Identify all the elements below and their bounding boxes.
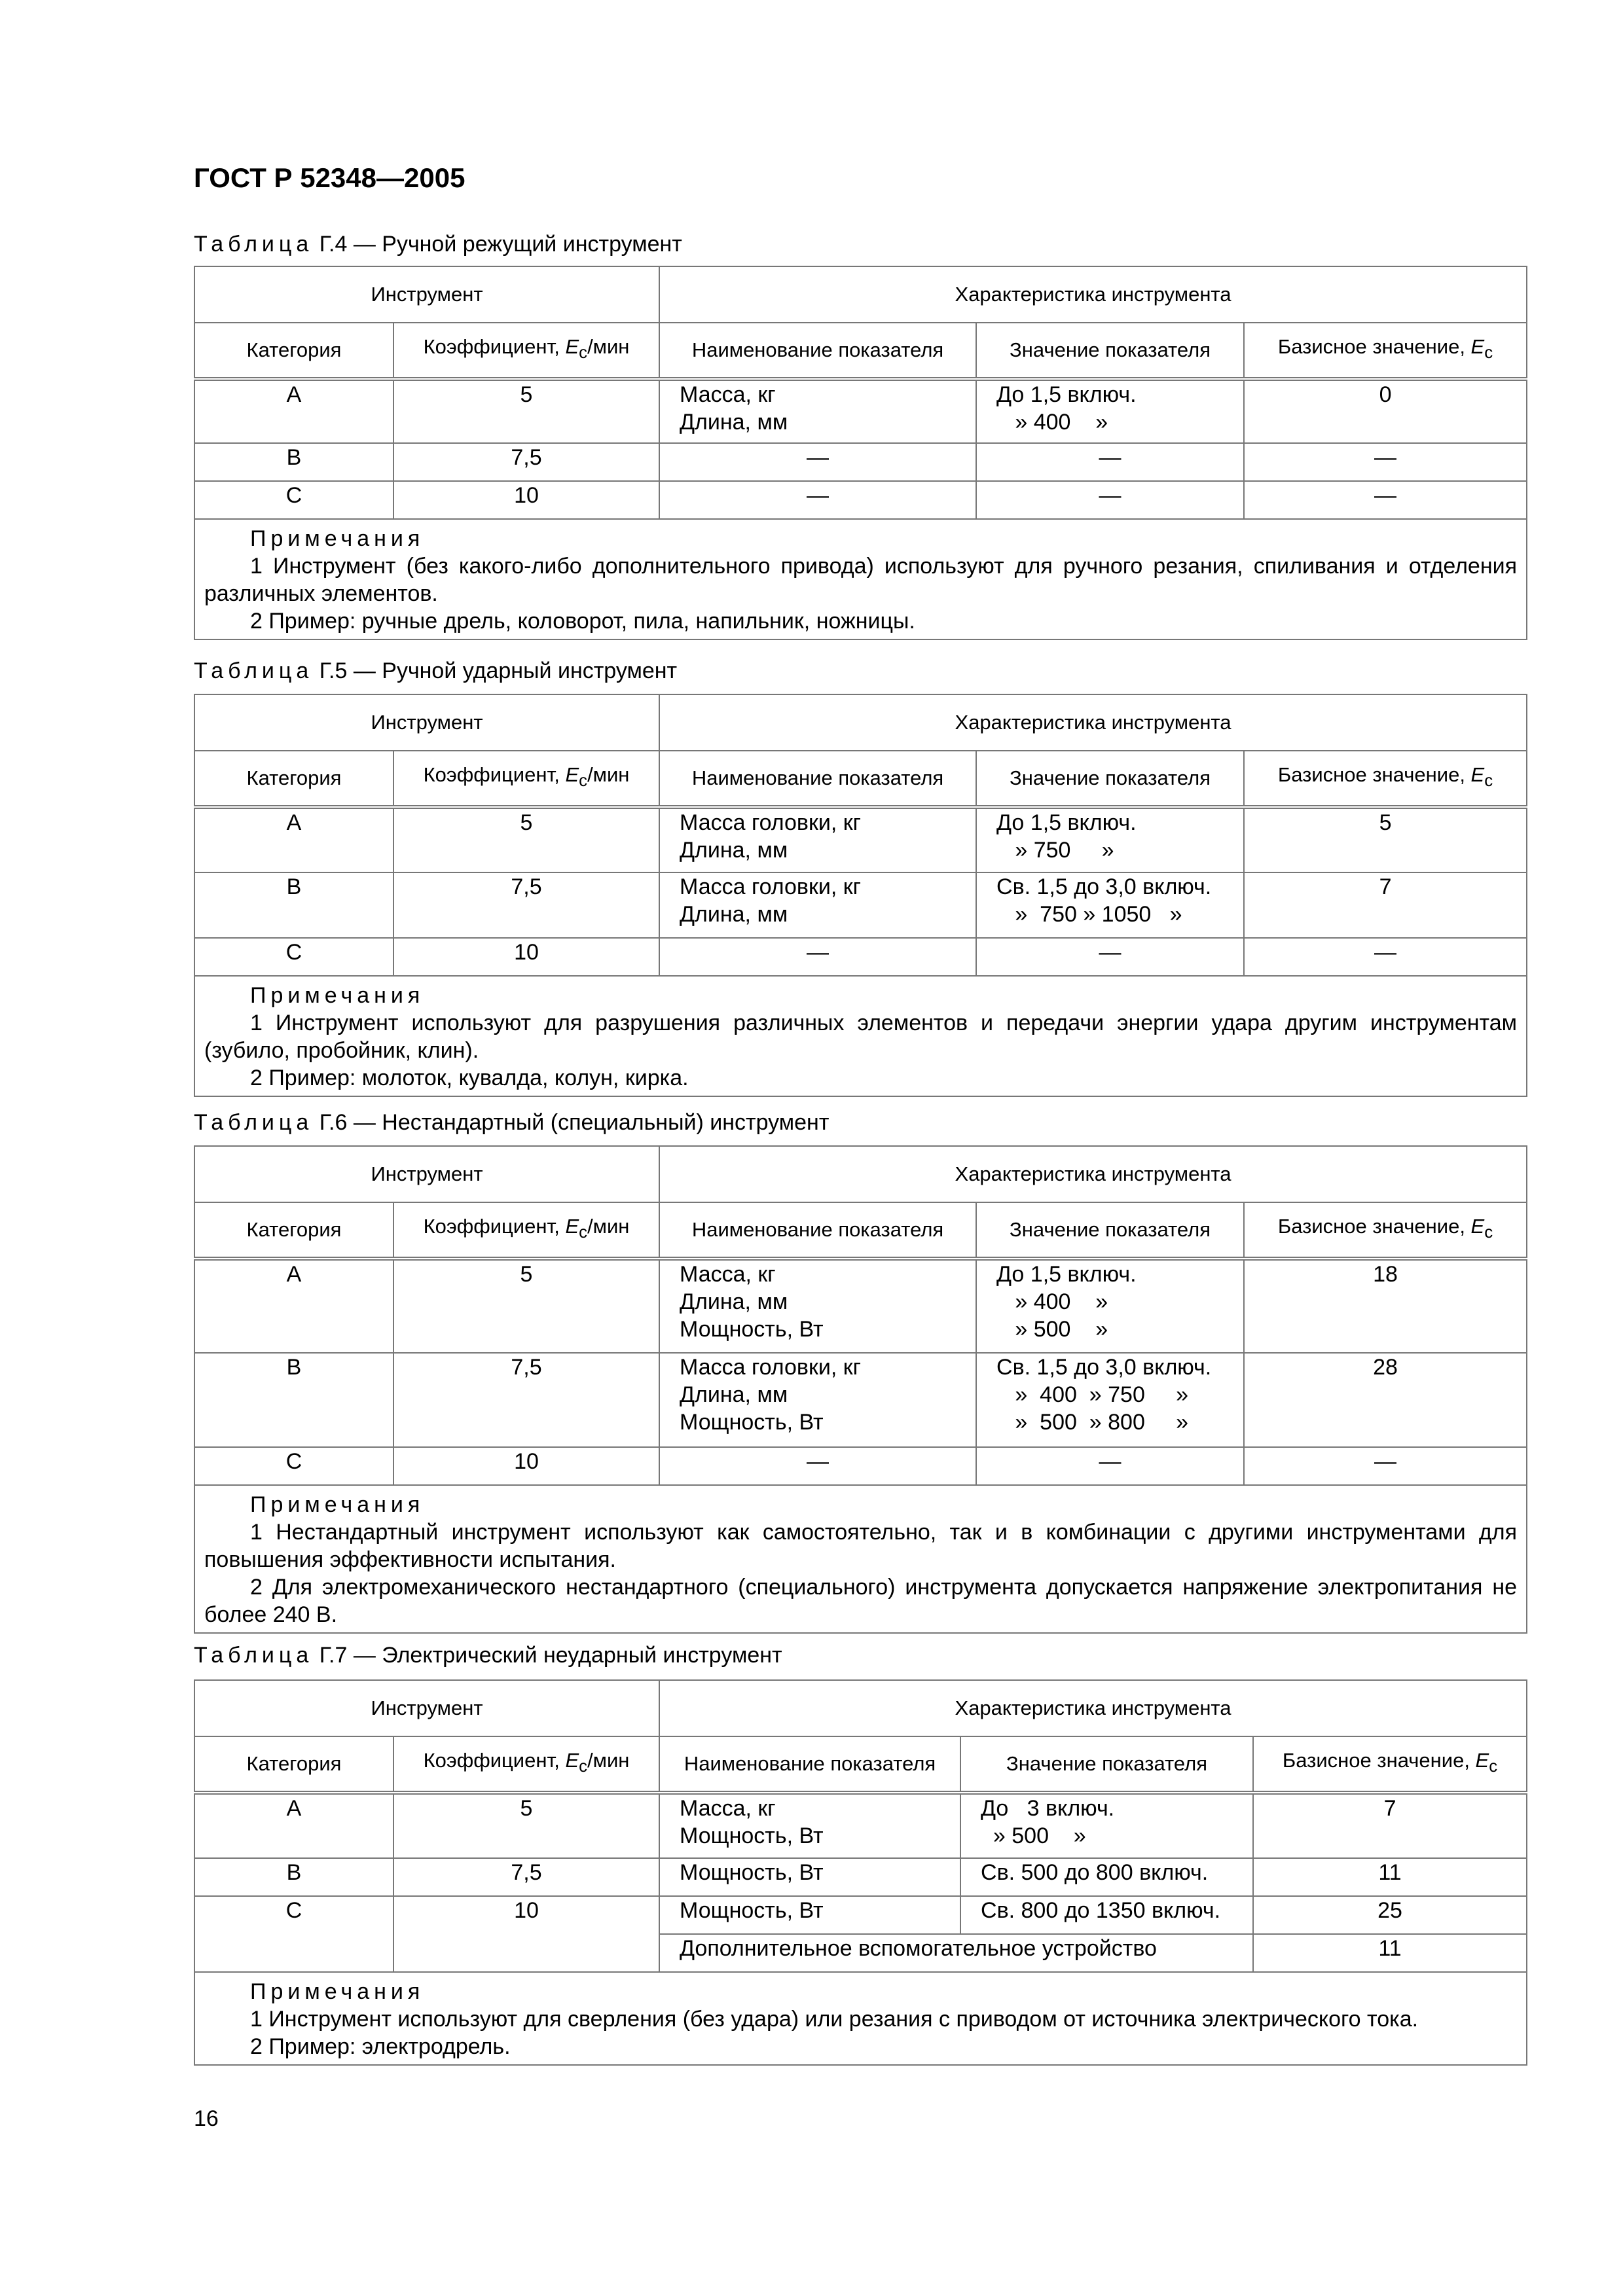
notes-heading: Примечания: [250, 983, 425, 1008]
table-row: [194, 1896, 1527, 1934]
cell-indicator-value: До 1,5 включ. » 400 » » 500 »: [976, 1259, 1244, 1353]
cell-coefficient: 7,5: [393, 872, 659, 938]
cell-indicator-name: —: [659, 443, 976, 481]
header-coefficient: Коэффициент, $E_с$/мин: [393, 1736, 659, 1793]
table-caption: [194, 657, 677, 685]
header-characteristic: Характеристика инструмента: [659, 266, 1527, 323]
cell-coefficient: 5: [393, 379, 659, 443]
cell-indicator-value: —: [976, 443, 1244, 481]
header-indicator-value: Значение показателя: [976, 751, 1244, 807]
header-indicator-name: Наименование показателя: [659, 751, 976, 807]
cell-category: B: [194, 1353, 393, 1447]
cell-base-value: 25: [1253, 1896, 1527, 1934]
cell-base-value: 5: [1244, 807, 1527, 872]
cell-coefficient: 10: [393, 1447, 659, 1485]
cell-indicator-name: Масса головки, кг Длина, мм Мощность, Вт: [659, 1353, 976, 1447]
table-row: [194, 872, 1527, 938]
notes-heading: Примечания: [250, 1979, 425, 2004]
table-caption: [194, 230, 682, 258]
header-characteristic: Характеристика инструмента: [659, 694, 1527, 751]
cell-indicator-name: Мощность, Вт: [659, 1896, 960, 1934]
cell-category: C: [194, 481, 393, 519]
table-notes: [194, 1485, 1527, 1633]
header-instrument: Инструмент: [194, 1680, 659, 1736]
header-indicator-name: Наименование показателя: [659, 323, 976, 379]
table-row: [194, 807, 1527, 872]
cell-base-value: 11: [1253, 1858, 1527, 1896]
header-indicator-value: Значение показателя: [976, 323, 1244, 379]
cell-indicator-value: До 1,5 включ. » 750 »: [976, 807, 1244, 872]
note-text: 2 Для электромеханического нестандартного (специального) инструмента допускается напряжение электропитания не более 240 В.: [204, 1575, 1518, 1627]
header-indicator-name: Наименование показателя: [659, 1202, 976, 1259]
table-title: Г.4 — Ручной режущий инструмент: [313, 232, 682, 257]
header-instrument: Инструмент: [194, 694, 659, 751]
header-base-value: Базисное значение, $E_с$: [1244, 751, 1527, 807]
header-coefficient: Коэффициент, $E_с$/мин: [393, 1202, 659, 1259]
cell-base-value: —: [1244, 481, 1527, 519]
cell-indicator-name: —: [659, 481, 976, 519]
cell-category: B: [194, 1858, 393, 1896]
header-base-value: Базисное значение, $E_с$: [1244, 1202, 1527, 1259]
table-title: Г.7 — Электрический неударный инструмент: [313, 1643, 782, 1668]
cell-base-value: 18: [1244, 1259, 1527, 1353]
table-row: [194, 938, 1527, 976]
table-notes: [194, 519, 1527, 639]
cell-extra-device: Дополнительное вспомогательное устройство: [659, 1934, 1253, 1972]
table-g6: [194, 1145, 1527, 1634]
cell-coefficient: 7,5: [393, 1353, 659, 1447]
cell-coefficient: 7,5: [393, 1858, 659, 1896]
cell-indicator-name: —: [659, 1447, 976, 1485]
table-g5: [194, 694, 1527, 1097]
document-title: ГОСТ Р 52348—2005: [194, 162, 465, 193]
cell-base-value: —: [1244, 443, 1527, 481]
header-category: Категория: [194, 1202, 393, 1259]
note-text: 1 Инструмент (без какого-либо дополнительного привода) используют для ручного резания, спиливания и отделения различных элементов.: [204, 554, 1518, 606]
cell-category: A: [194, 1793, 393, 1858]
note-text: 2 Пример: ручные дрель, коловорот, пила, напильник, ножницы.: [250, 609, 915, 634]
cell-indicator-value: Св. 500 до 800 включ.: [960, 1858, 1253, 1896]
cell-category: C: [194, 1896, 393, 1972]
cell-coefficient: 5: [393, 1793, 659, 1858]
note-text: 2 Пример: электродрель.: [250, 2034, 511, 2059]
header-instrument: Инструмент: [194, 266, 659, 323]
cell-coefficient: 10: [393, 481, 659, 519]
cell-indicator-name: Масса, кг Длина, мм Мощность, Вт: [659, 1259, 976, 1353]
table-notes: [194, 1972, 1527, 2065]
cell-coefficient: 10: [393, 1896, 659, 1972]
cell-indicator-name: Масса головки, кг Длина, мм: [659, 872, 976, 938]
cell-coefficient: 10: [393, 938, 659, 976]
cell-category: A: [194, 379, 393, 443]
cell-indicator-name: Масса, кг Длина, мм: [659, 379, 976, 443]
cell-base-value: 28: [1244, 1353, 1527, 1447]
table-row: [194, 1447, 1527, 1485]
cell-category: C: [194, 938, 393, 976]
table-row: [194, 1793, 1527, 1858]
cell-indicator-value: —: [976, 481, 1244, 519]
cell-category: A: [194, 807, 393, 872]
cell-base-value: 0: [1244, 379, 1527, 443]
table-title: Г.5 — Ручной ударный инструмент: [313, 658, 678, 683]
table-label: Таблица: [194, 1110, 314, 1135]
table-g7: [194, 1679, 1527, 2066]
page-number: 16: [194, 2106, 219, 2131]
cell-indicator-value: До 1,5 включ. » 400 »: [976, 379, 1244, 443]
note-text: 1 Инструмент используют для разрушения различных элементов и передачи энергии удара другим инструментам (зубило, пробойник, клин).: [204, 1011, 1518, 1063]
cell-indicator-name: Масса головки, кг Длина, мм: [659, 807, 976, 872]
cell-coefficient: 5: [393, 807, 659, 872]
header-category: Категория: [194, 1736, 393, 1793]
cell-base-value: —: [1244, 938, 1527, 976]
cell-indicator-value: —: [976, 938, 1244, 976]
table-row: [194, 1353, 1527, 1447]
cell-indicator-name: Мощность, Вт: [659, 1858, 960, 1896]
cell-category: B: [194, 872, 393, 938]
table-row: [194, 1858, 1527, 1896]
cell-base-value: 11: [1253, 1934, 1527, 1972]
table-caption: [194, 1109, 829, 1136]
cell-coefficient: 7,5: [393, 443, 659, 481]
note-text: 1 Нестандартный инструмент используют как самостоятельно, так и в комбинации с другими инструментами для повышения эффективности испытания.: [204, 1520, 1518, 1572]
header-indicator-value: Значение показателя: [960, 1736, 1253, 1793]
cell-category: B: [194, 443, 393, 481]
header-coefficient: Коэффициент, $E_с$/мин: [393, 323, 659, 379]
header-base-value: Базисное значение, $E_с$: [1244, 323, 1527, 379]
header-category: Категория: [194, 323, 393, 379]
table-row: [194, 481, 1527, 519]
cell-indicator-name: —: [659, 938, 976, 976]
header-indicator-name: Наименование показателя: [659, 1736, 960, 1793]
table-label: Таблица: [194, 658, 314, 683]
notes-heading: Примечания: [250, 526, 425, 551]
cell-indicator-value: До 3 включ. » 500 »: [960, 1793, 1253, 1858]
table-row: [194, 1259, 1527, 1353]
cell-category: C: [194, 1447, 393, 1485]
note-text: 2 Пример: молоток, кувалда, колун, кирка.: [250, 1066, 689, 1090]
table-caption: [194, 1641, 782, 1669]
cell-indicator-value: Св. 800 до 1350 включ.: [960, 1896, 1253, 1934]
notes-heading: Примечания: [250, 1492, 425, 1517]
table-label: Таблица: [194, 1643, 314, 1668]
cell-indicator-name: Масса, кг Мощность, Вт: [659, 1793, 960, 1858]
table-title: Г.6 — Нестандартный (специальный) инструмент: [313, 1110, 830, 1135]
cell-base-value: 7: [1253, 1793, 1527, 1858]
cell-base-value: —: [1244, 1447, 1527, 1485]
table-g4: [194, 266, 1527, 640]
table-row: [194, 443, 1527, 481]
header-coefficient: Коэффициент, $E_с$/мин: [393, 751, 659, 807]
table-row: [194, 379, 1527, 443]
cell-category: A: [194, 1259, 393, 1353]
header-category: Категория: [194, 751, 393, 807]
header-base-value: Базисное значение, $E_с$: [1253, 1736, 1527, 1793]
table-notes: [194, 976, 1527, 1096]
header-characteristic: Характеристика инструмента: [659, 1680, 1527, 1736]
table-label: Таблица: [194, 232, 314, 257]
header-characteristic: Характеристика инструмента: [659, 1146, 1527, 1202]
cell-indicator-value: Св. 1,5 до 3,0 включ. » 750 » 1050 »: [976, 872, 1244, 938]
cell-base-value: 7: [1244, 872, 1527, 938]
cell-coefficient: 5: [393, 1259, 659, 1353]
header-indicator-value: Значение показателя: [976, 1202, 1244, 1259]
cell-indicator-value: Св. 1,5 до 3,0 включ. » 400 » 750 » » 500 » 800 »: [976, 1353, 1244, 1447]
note-text: 1 Инструмент используют для сверления (без удара) или резания с приводом от источника электрического тока.: [250, 2007, 1419, 2032]
cell-indicator-value: —: [976, 1447, 1244, 1485]
header-instrument: Инструмент: [194, 1146, 659, 1202]
